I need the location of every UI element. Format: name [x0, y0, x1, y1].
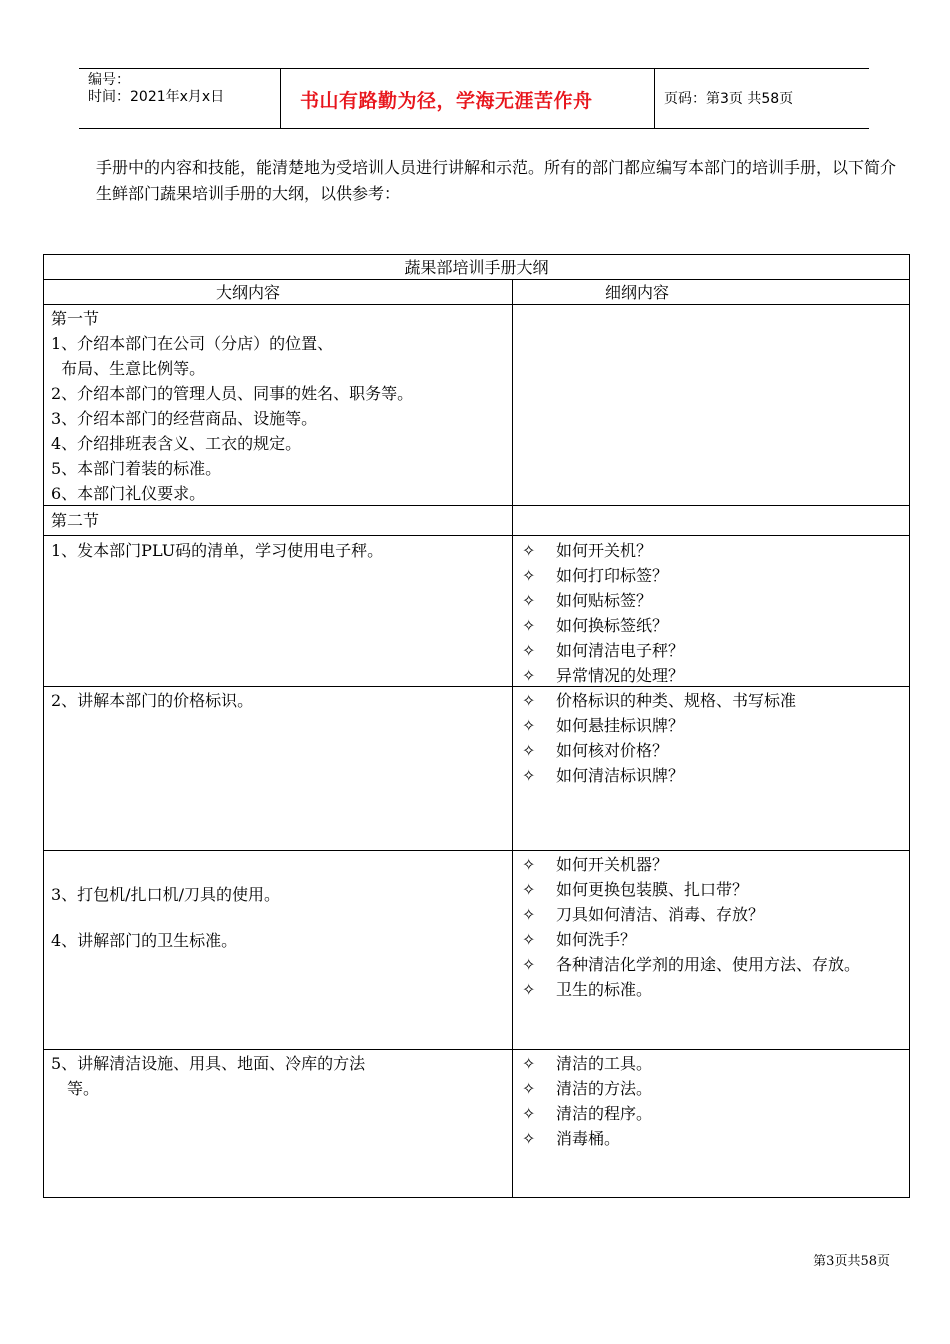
bullet-icon: ✧	[522, 566, 536, 585]
bullet-icon: ✧	[522, 855, 536, 874]
bullet-icon: ✧	[522, 1079, 536, 1098]
rule-row2	[43, 850, 910, 851]
row3-outline-b: 4、讲解部门的卫生标准。	[51, 931, 238, 950]
row1-outline: 1、发本部门PLU码的清单，学习使用电子秤。	[51, 541, 384, 560]
section1-line: 1、介绍本部门在公司（分店）的位置、	[51, 334, 334, 353]
row3-detail-item: ✧ 刀具如何清洁、消毒、存放？	[522, 902, 764, 927]
row3-detail-item: ✧ 如何更换包装膜、扎口带？	[522, 877, 748, 902]
col-header-detail: 细纲内容	[604, 283, 669, 302]
section1-title: 第一节	[51, 309, 100, 328]
bullet-icon: ✧	[522, 930, 536, 949]
row3-detail-item: ✧ 如何开关机器？	[522, 852, 668, 877]
bullet-icon: ✧	[522, 880, 536, 899]
row4-outline-a: 5、讲解清洁设施、用具、地面、冷库的方法	[51, 1054, 366, 1073]
rule-row1	[43, 686, 910, 687]
bullet-icon: ✧	[522, 766, 536, 785]
section1-line: 2、介绍本部门的管理人员、同事的姓名、职务等。	[51, 384, 414, 403]
header-top-rule	[79, 68, 869, 69]
bullet-icon: ✧	[522, 591, 536, 610]
header-divider-1	[280, 68, 281, 129]
bullet-icon: ✧	[522, 641, 536, 660]
rule-row3	[43, 1049, 910, 1050]
row1-detail-item: ✧ 如何开关机？	[522, 538, 652, 563]
row4-detail-item: ✧ 清洁的工具。	[522, 1051, 652, 1076]
section1-line: 5、本部门着装的标准。	[51, 459, 222, 478]
bullet-icon: ✧	[522, 1129, 536, 1148]
bullet-icon: ✧	[522, 616, 536, 635]
section1-line: 3、介绍本部门的经营商品、设施等。	[51, 409, 318, 428]
header-divider-2	[654, 68, 655, 129]
bullet-icon: ✧	[522, 905, 536, 924]
bullet-icon: ✧	[522, 741, 536, 760]
row1-detail-item: ✧ 如何清洁电子秤？	[522, 638, 684, 663]
row3-outline-a: 3、打包机/扎口机/刀具的使用。	[51, 885, 280, 904]
header-bottom-rule	[79, 128, 869, 129]
section1-line: 4、介绍排班表含义、工衣的规定。	[51, 434, 302, 453]
header-time-label: 时间：2021年x月x日	[88, 89, 225, 105]
bullet-icon: ✧	[522, 980, 536, 999]
row2-detail-item: ✧ 价格标识的种类、规格、书写标准	[522, 688, 796, 713]
header-code-label: 编号：	[88, 72, 130, 88]
row2-detail-item: ✧ 如何悬挂标识牌？	[522, 713, 684, 738]
bullet-icon: ✧	[522, 691, 536, 710]
header-motto: 书山有路勤为径，学海无涯苦作舟	[300, 90, 593, 112]
section1-line: 6、本部门礼仪要求。	[51, 484, 206, 503]
page-footer: 第3页共58页	[813, 1254, 890, 1269]
row1-detail-item: ✧ 异常情况的处理？	[522, 663, 684, 688]
column-divider	[512, 279, 513, 1197]
bullet-icon: ✧	[522, 666, 536, 685]
bullet-icon: ✧	[522, 1104, 536, 1123]
header-page-label: 页码：第3页 共58页	[664, 91, 794, 107]
row1-detail-item: ✧ 如何贴标签？	[522, 588, 652, 613]
bullet-icon: ✧	[522, 955, 536, 974]
table-title: 蔬果部培训手册大纲	[404, 258, 549, 277]
section1-line: 布局、生意比例等。	[51, 359, 206, 378]
section2-title: 第二节	[51, 511, 100, 530]
row4-detail-item: ✧ 清洁的程序。	[522, 1101, 652, 1126]
rule-section2	[43, 535, 910, 536]
row3-detail-item: ✧ 如何洗手？	[522, 927, 636, 952]
bullet-icon: ✧	[522, 541, 536, 560]
row1-detail-item: ✧ 如何换标签纸？	[522, 613, 668, 638]
row3-detail-item: ✧ 各种清洁化学剂的用途、使用方法、存放。	[522, 952, 860, 977]
intro-paragraph: 手册中的内容和技能，能清楚地为受培训人员进行讲解和示范。所有的部门都应编写本部门的培训手册，以下简介生鲜部门蔬果培训手册的大纲，以供参考：	[96, 158, 897, 203]
col-header-outline: 大纲内容	[215, 283, 280, 302]
row3-detail-item: ✧ 卫生的标准。	[522, 977, 652, 1002]
row4-detail-item: ✧ 消毒桶。	[522, 1126, 620, 1151]
row4-outline-b: 等。	[67, 1079, 100, 1098]
bullet-icon: ✧	[522, 716, 536, 735]
bullet-icon: ✧	[522, 1054, 536, 1073]
row1-detail-item: ✧ 如何打印标签？	[522, 563, 668, 588]
row2-detail-item: ✧ 如何核对价格？	[522, 738, 668, 763]
row2-outline: 2、讲解本部门的价格标识。	[51, 691, 254, 710]
row2-detail-item: ✧ 如何清洁标识牌？	[522, 763, 684, 788]
row4-detail-item: ✧ 清洁的方法。	[522, 1076, 652, 1101]
